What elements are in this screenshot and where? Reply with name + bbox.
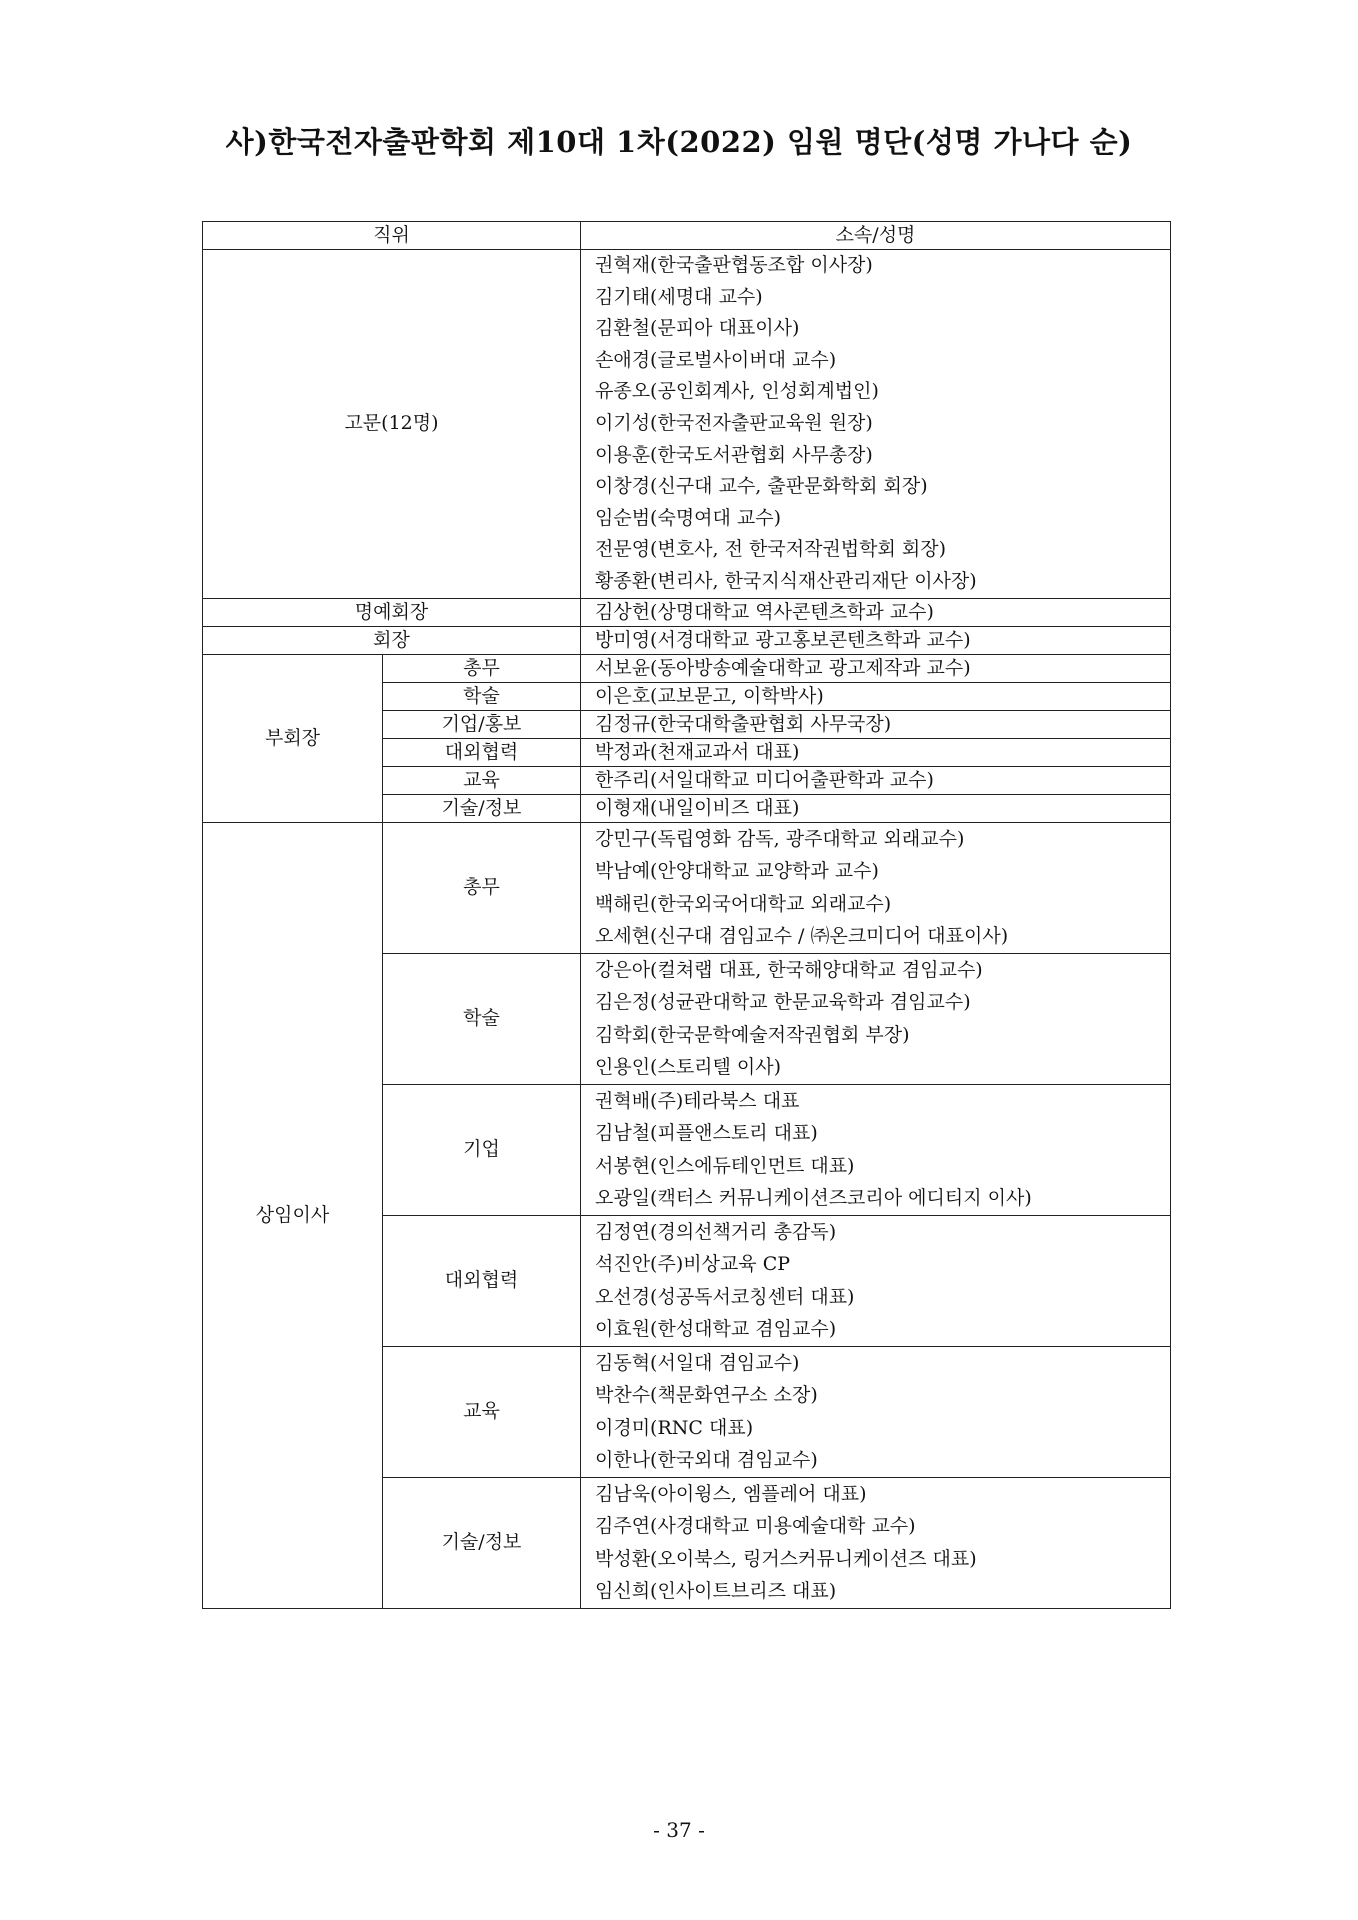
president-member <box>581 626 1171 654</box>
list-item: 이용훈(한국도서관협회 사무총장) <box>595 443 873 466</box>
list-item: 서봉현(인스에듀테인먼트 대표) <box>595 1154 855 1177</box>
header-affiliation-name: 소속/성명 <box>581 222 1171 250</box>
table-header-row <box>203 222 1171 250</box>
list-item: 김학회(한국문학예술저작권협회 부장) <box>595 1023 910 1046</box>
list-item: 이형재(내일이비즈 대표) <box>595 796 800 819</box>
honorary-president-label: 명예회장 <box>203 598 581 626</box>
list-item: 황종환(변리사, 한국지식재산관리재단 이사장) <box>595 569 977 592</box>
list-item: 한주리(서일대학교 미디어출판학과 교수) <box>595 768 934 791</box>
vice-president-area: 기술/정보 <box>383 794 581 822</box>
vice-president-member <box>581 766 1171 794</box>
vice-president-member <box>581 794 1171 822</box>
list-item: 김남철(피플앤스토리 대표) <box>595 1122 818 1145</box>
officer-roster-table <box>202 221 1171 1609</box>
standing-director-area: 총무 <box>383 822 581 953</box>
standing-director-members <box>581 953 1171 1084</box>
vice-president-area: 대외협력 <box>383 738 581 766</box>
list-item: 박찬수(책문화연구소 소장) <box>595 1384 818 1407</box>
vice-presidents-label: 부회장 <box>203 654 383 822</box>
advisors-label: 고문(12명) <box>203 250 581 599</box>
list-item: 손애경(글로벌사이버대 교수) <box>595 348 837 371</box>
president-row <box>203 626 1171 654</box>
list-item: 박남예(안양대학교 교양학과 교수) <box>595 860 879 883</box>
document-title: 사)한국전자출판학회 제10대 1차(2022) 임원 명단(성명 가나다 순) <box>225 125 1133 159</box>
list-item: 김은정(성균관대학교 한문교육학과 겸임교수) <box>595 991 971 1014</box>
list-item: 이창경(신구대 교수, 출판문화학회 회장) <box>595 475 928 498</box>
list-item: 김정연(경의선책거리 총감독) <box>595 1220 837 1243</box>
list-item: 전문영(변호사, 전 한국저작권법학회 회장) <box>595 538 947 561</box>
list-item: 박정과(천재교과서 대표) <box>595 740 800 763</box>
list-item: 권혁배(주)테라북스 대표 <box>595 1089 800 1112</box>
vice-president-row <box>203 654 1171 682</box>
standing-director-members <box>581 822 1171 953</box>
standing-director-group <box>203 822 1171 953</box>
list-item: 김정규(한국대학출판협회 사무국장) <box>595 712 892 735</box>
list-item: 오광일(캑터스 커뮤니케이션즈코리아 에디티지 이사) <box>595 1187 1032 1210</box>
standing-director-members <box>581 1215 1171 1346</box>
list-item: 임신희(인사이트브리즈 대표) <box>595 1580 837 1603</box>
list-item: 김상헌(상명대학교 역사콘텐츠학과 교수) <box>595 600 934 623</box>
honorary-president-row <box>203 598 1171 626</box>
standing-director-members <box>581 1084 1171 1215</box>
list-item: 김남욱(아이윙스, 엠플레어 대표) <box>595 1482 867 1505</box>
page-number: - 37 - <box>653 1818 705 1842</box>
advisors-members <box>581 250 1171 599</box>
honorary-president-member <box>581 598 1171 626</box>
president-label: 회장 <box>203 626 581 654</box>
list-item: 권혁재(한국출판협동조합 이사장) <box>595 254 873 276</box>
list-item: 김주연(사경대학교 미용예술대학 교수) <box>595 1515 916 1538</box>
list-item: 박성환(오이북스, 링거스커뮤니케이션즈 대표) <box>595 1547 977 1570</box>
standing-director-area: 기업 <box>383 1084 581 1215</box>
list-item: 이은호(교보문고, 이학박사) <box>595 684 824 707</box>
list-item: 임순범(숙명여대 교수) <box>595 506 782 529</box>
list-item: 이한나(한국외대 겸임교수) <box>595 1449 818 1472</box>
list-item: 이기성(한국전자출판교육원 원장) <box>595 411 873 434</box>
vice-president-area: 학술 <box>383 682 581 710</box>
list-item: 김기태(세명대 교수) <box>595 285 763 308</box>
standing-directors-label: 상임이사 <box>203 822 383 1608</box>
list-item: 석진안(주)비상교육 CP <box>595 1253 791 1276</box>
standing-director-members <box>581 1477 1171 1608</box>
standing-director-area: 학술 <box>383 953 581 1084</box>
vice-president-area: 기업/홍보 <box>383 710 581 738</box>
standing-director-members <box>581 1346 1171 1477</box>
list-item: 오세현(신구대 겸임교수 / ㈜온크미디어 대표이사) <box>595 925 1009 948</box>
list-item: 유종오(공인회계사, 인성회계법인) <box>595 380 879 403</box>
vice-president-member <box>581 710 1171 738</box>
vice-president-member <box>581 654 1171 682</box>
list-item: 김환철(문피아 대표이사) <box>595 317 800 340</box>
advisors-row <box>203 250 1171 599</box>
list-item: 오선경(성공독서코칭센터 대표) <box>595 1285 855 1308</box>
list-item: 이효원(한성대학교 겸임교수) <box>595 1318 837 1341</box>
list-item: 강민구(독립영화 감독, 광주대학교 외래교수) <box>595 827 965 850</box>
list-item: 인용인(스토리텔 이사) <box>595 1056 782 1079</box>
list-item: 이경미(RNC 대표) <box>595 1416 754 1439</box>
vice-president-area: 교육 <box>383 766 581 794</box>
standing-director-area: 교육 <box>383 1346 581 1477</box>
standing-director-area: 대외협력 <box>383 1215 581 1346</box>
list-item: 백해린(한국외국어대학교 외래교수) <box>595 892 892 915</box>
list-item: 강은아(컬쳐랩 대표, 한국해양대학교 겸임교수) <box>595 958 983 981</box>
standing-director-area: 기술/정보 <box>383 1477 581 1608</box>
vice-president-member <box>581 682 1171 710</box>
list-item: 서보윤(동아방송예술대학교 광고제작과 교수) <box>595 656 971 679</box>
header-position: 직위 <box>203 222 581 250</box>
list-item: 방미영(서경대학교 광고홍보콘텐츠학과 교수) <box>595 628 971 651</box>
list-item: 김동혁(서일대 겸임교수) <box>595 1351 800 1374</box>
vice-president-area: 총무 <box>383 654 581 682</box>
vice-president-member <box>581 738 1171 766</box>
